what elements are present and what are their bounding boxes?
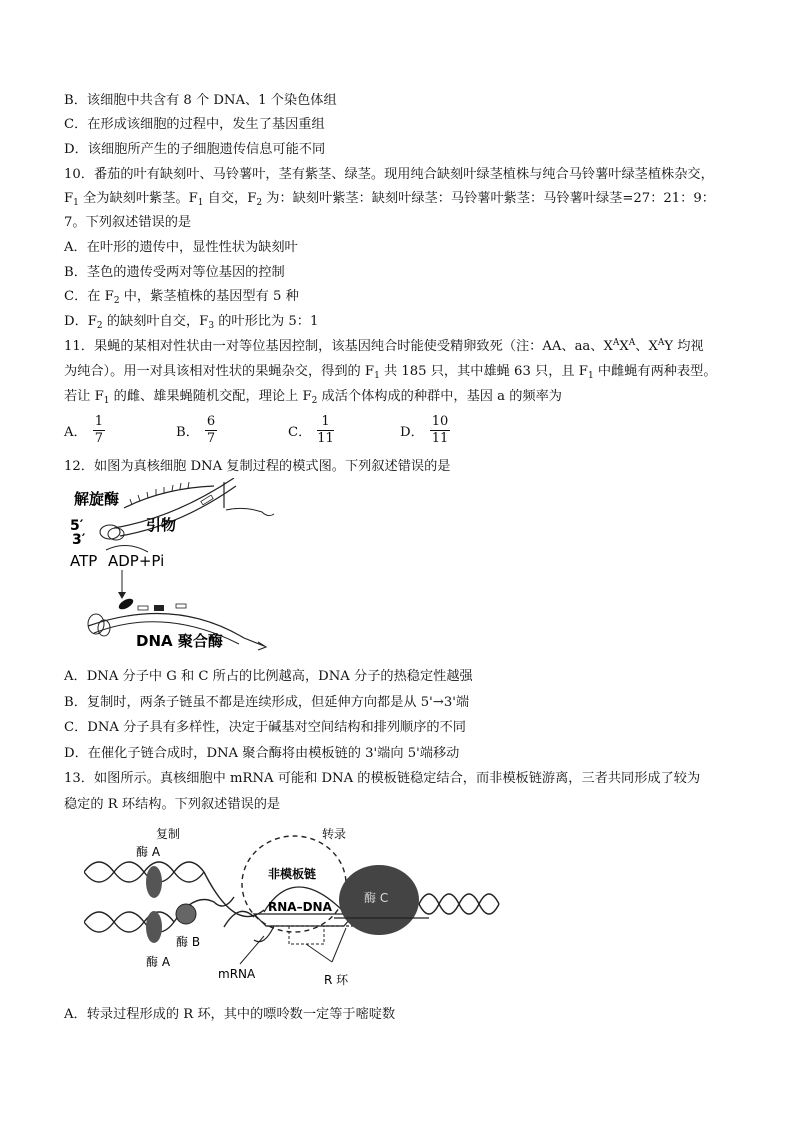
helicase-label: 解旋酶 — [74, 490, 120, 508]
q13-stem-line1: 13．如图所示。真核细胞中 mRNA 可能和 DNA 的模板链稳定结合，而非模板链游离，三者共同形成了较为 — [64, 771, 701, 786]
q10-option-c: C．在 $F_2$ 中，紫茎植株的基因型有 5 种 — [64, 289, 299, 306]
q12-option-a: A．DNA 分子中 G 和 C 所占的比例越高，DNA 分子的热稳定性越强 — [64, 669, 473, 684]
enzyme-c-label: 酶 C — [364, 891, 389, 905]
enzyme-b-blob — [176, 904, 196, 924]
q11-option-a: A． $\frac{1}{7}$ — [64, 414, 103, 446]
q9-option-c: C．在形成该细胞的过程中，发生了基因重组 — [64, 117, 325, 132]
transcription-label: 转录 — [322, 827, 347, 841]
rna-dna-label: RNA–DNA — [268, 900, 332, 914]
mrna-label: mRNA — [218, 967, 256, 981]
q9-option-b: B．该细胞中共含有 8 个 DNA、1 个染色体组 — [64, 93, 337, 108]
rna-dna-hybrid — [254, 914, 354, 926]
enzyme-b-label: 酶 B — [176, 935, 201, 949]
q11-option-d: D． $\frac{10}{11}$ — [400, 414, 449, 446]
q13-stem-line2: 稳定的 R 环结构。下列叙述错误的是 — [64, 797, 281, 812]
dna-replication-figure — [64, 478, 284, 660]
q11-stem-line3: 若让 $F_1$ 的雌、雄果蝇随机交配，理论上 $F_2$ 成活个体构成的种群中，基因 a 的频率为 — [64, 389, 562, 406]
enzyme-a-bottom-blob — [146, 911, 162, 943]
q10-option-b: B．茎色的遗传受两对等位基因的控制 — [64, 265, 285, 280]
helicase-arc — [124, 486, 214, 508]
q12-option-b: B．复制时，两条子链虽不都是连续形成，但延伸方向都是从 5'→3'端 — [64, 695, 470, 710]
q11-stem-line2: 为纯合）。用一对具该相对性状的果蝇杂交，得到的 $F_1$ 共 185 只，其中雄蝇 63 只，且 $F_1$ 中雌蝇有两种表型。 — [64, 364, 717, 381]
replication-label: 复制 — [156, 827, 181, 841]
q13-option-a: A．转录过程形成的 R 环，其中的嘌呤数一定等于嘧啶数 — [64, 1007, 396, 1022]
q10-stem-line1: 10．番茄的叶有缺刻叶、马铃薯叶，茎有紫茎、绿茎。现用纯合缺刻叶绿茎植株与纯合马铃薯叶绿茎植株杂交， — [64, 167, 714, 182]
atp-label: ATP — [70, 552, 98, 570]
dna-polymerase-blob — [117, 597, 135, 612]
adp-label: ADP+Pi — [108, 552, 165, 570]
r-loop-label: R 环 — [324, 973, 349, 987]
q11-stem-line1: 11．果蝇的某相对性状由一对等位基因控制，该基因纯合时能使受精卵致死（注：AA、aa、$X^AX^A$、$X^AY$ 均视 — [64, 338, 704, 354]
q12-option-c: C．DNA 分子具有多样性，决定于碱基对空间结构和排列顺序的不同 — [64, 720, 466, 735]
enzyme-a-top-blob — [146, 866, 162, 898]
q10-option-d: D．$F_2$ 的缺刻叶自交，$F_3$ 的叶形比为 5：1 — [64, 314, 319, 331]
q11-option-c: C． $\frac{1}{11}$ — [288, 414, 334, 446]
q9-option-d: D．该细胞所产生的子细胞遗传信息可能不同 — [64, 142, 326, 157]
q12-stem: 12．如图为真核细胞 DNA 复制过程的模式图。下列叙述错误的是 — [64, 459, 451, 474]
q10-stem-line2: $F_1$ 全为缺刻叶紫茎。$F_1$ 自交，$F_2$ 为：缺刻叶紫茎：缺刻叶绿茎：马铃薯叶紫茎：马铃薯叶绿茎=27：21：9： — [64, 191, 715, 208]
r-loop-figure — [84, 822, 504, 994]
q12-option-d: D．在催化子链合成时，DNA 聚合酶将由模板链的 3'端向 5'端移动 — [64, 746, 460, 761]
polymerase-label: DNA 聚合酶 — [136, 632, 223, 650]
enzyme-a-bottom-label: 酶 A — [146, 955, 171, 969]
three-prime-label: 3′ — [72, 532, 86, 548]
primer-label: 引物 — [146, 516, 177, 534]
non-template-label: 非模板链 — [268, 867, 317, 881]
q10-stem-line3: 7。下列叙述错误的是 — [64, 215, 192, 230]
five-prime-label: 5′ — [70, 518, 84, 534]
enzyme-a-top-label: 酶 A — [136, 845, 161, 859]
q11-option-b: B． $\frac{6}{7}$ — [176, 414, 216, 446]
q10-option-a: A．在叶形的遗传中，显性性状为缺刻叶 — [64, 240, 298, 255]
